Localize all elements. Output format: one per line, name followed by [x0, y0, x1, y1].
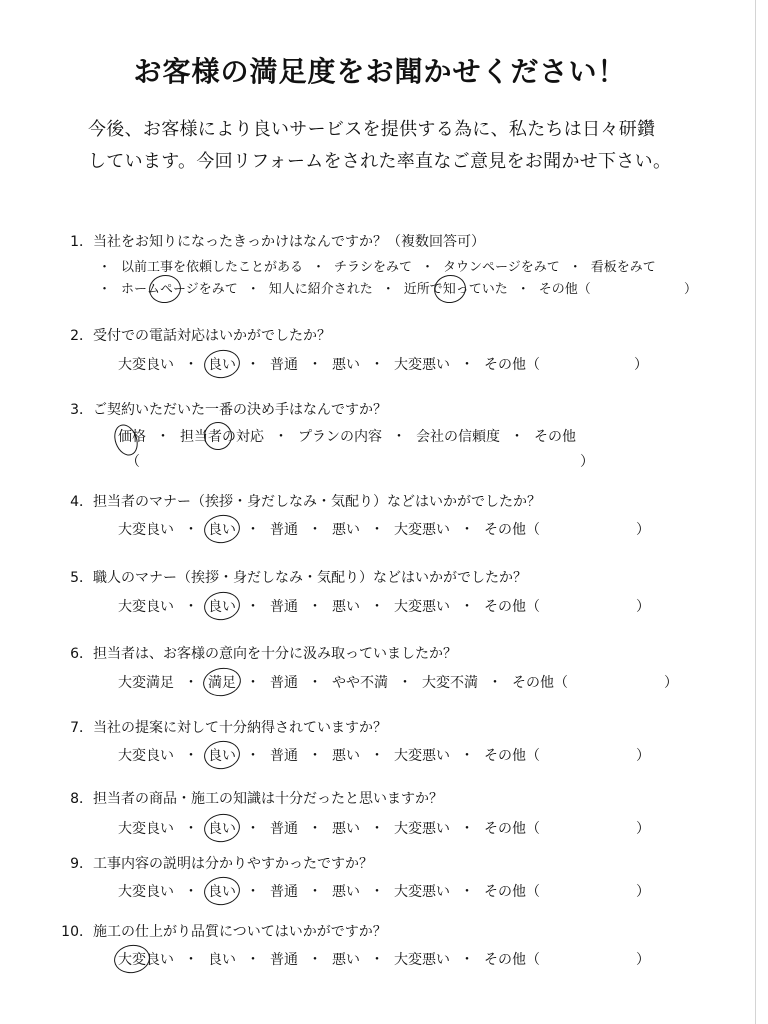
answer-option — [270, 883, 298, 901]
answer-option-label: 担当者の対応 — [180, 429, 264, 445]
answer-option — [208, 820, 236, 838]
answer-option-label: 大変悪い — [394, 821, 450, 837]
answer-option-label: 大変良い — [118, 522, 174, 538]
answer-option-label: 良い — [208, 748, 236, 764]
separator-dot: ・ — [274, 429, 288, 445]
answer-option-label: 悪い — [332, 952, 360, 968]
answer-option-label: 大変悪い — [394, 357, 450, 373]
answer-option — [484, 598, 540, 616]
question-heading — [48, 645, 457, 663]
answer-option-label: その他（ — [484, 884, 540, 900]
answer-option-label: 以前工事を依頼したことがある — [121, 260, 304, 275]
separator-dot: ・ — [308, 357, 322, 373]
answer-option — [332, 820, 360, 838]
answer-option — [394, 820, 450, 838]
question-number: 9． — [70, 856, 93, 872]
separator-dot: ・ — [246, 675, 260, 691]
close-paren: ） — [636, 821, 650, 837]
separator-dot: ・ — [156, 429, 170, 445]
question-number: 8． — [70, 791, 93, 807]
separator-dot: ・ — [398, 675, 412, 691]
answer-option-label: 大変良い — [118, 748, 174, 764]
answer-option-label: 良い — [208, 522, 236, 538]
answer-option — [118, 951, 174, 969]
question-number: 4． — [70, 494, 93, 510]
separator-dot: ・ — [370, 884, 384, 900]
separator-dot: ・ — [308, 748, 322, 764]
question-heading — [48, 923, 387, 941]
question-heading — [48, 569, 527, 587]
separator-dot: ・ — [308, 821, 322, 837]
separator-dot: ・ — [370, 357, 384, 373]
answer-option-label: 大変悪い — [394, 748, 450, 764]
answer-option — [118, 820, 174, 838]
answer-option-label: 大変良い — [118, 952, 174, 968]
answer-option — [270, 356, 298, 374]
answer-option-label: 悪い — [332, 884, 360, 900]
answer-option-label: 良い — [208, 884, 236, 900]
answer-option-label: 大変良い — [118, 884, 174, 900]
answer-option — [334, 259, 412, 277]
separator-dot: ・ — [246, 748, 260, 764]
answer-options-row — [118, 883, 738, 901]
answer-option — [121, 259, 303, 277]
answer-option — [484, 521, 540, 539]
separator-dot: ・ — [308, 599, 322, 615]
question-heading — [48, 719, 387, 737]
separator-dot: ・ — [246, 821, 260, 837]
answer-option — [394, 598, 450, 616]
answer-option — [180, 428, 264, 446]
question-1 — [0, 233, 768, 297]
separator-dot: ・ — [568, 260, 582, 275]
separator-dot: ・ — [246, 357, 260, 373]
answer-options-row — [118, 356, 738, 374]
answer-option-label: 大変悪い — [394, 599, 450, 615]
answer-option — [332, 598, 360, 616]
question-5 — [0, 569, 768, 629]
answer-options-row — [118, 428, 738, 446]
answer-option — [484, 820, 540, 838]
answer-option — [443, 259, 560, 277]
intro-line-1: 今後、お客様により良いサービスを提供する為に、私たちは日々研鑽 — [88, 119, 656, 140]
answer-option-label: 大変良い — [118, 599, 174, 615]
answer-option-label: 普通 — [270, 522, 298, 538]
close-paren: ） — [684, 282, 698, 297]
answer-option-label: 満足 — [208, 675, 236, 691]
close-paren: ） — [636, 599, 650, 615]
answer-options-row — [118, 747, 738, 765]
separator-dot: ・ — [184, 599, 198, 615]
separator-dot: ・ — [308, 522, 322, 538]
separator-dot: ・ — [184, 522, 198, 538]
separator-dot: ・ — [381, 282, 395, 297]
separator-dot: ・ — [246, 952, 260, 968]
answer-option-label: 悪い — [332, 599, 360, 615]
answer-option — [118, 521, 174, 539]
answer-option — [332, 674, 388, 692]
answer-option — [416, 428, 500, 446]
answer-options-row — [118, 674, 738, 692]
separator-dot: ・ — [246, 599, 260, 615]
separator-dot: ・ — [184, 748, 198, 764]
answer-option-label: 良い — [208, 599, 236, 615]
answer-option — [208, 951, 236, 969]
intro-line-2: しています。今回リフォームをされた率直なご意見をお聞かせ下さい。 — [88, 151, 672, 172]
question-heading — [48, 493, 541, 511]
answer-option-label: 知人に紹介された — [268, 282, 373, 297]
question-text: 施工の仕上がり品質についてはいかがですか？ — [93, 924, 387, 940]
answer-options-row — [98, 259, 718, 277]
answer-option-label: 悪い — [332, 748, 360, 764]
answer-option-label: 悪い — [332, 821, 360, 837]
answer-option-label: その他 — [534, 429, 576, 445]
question-10 — [0, 923, 768, 983]
answer-option — [332, 356, 360, 374]
answer-option-label: 大変悪い — [394, 522, 450, 538]
question-number: 7． — [70, 720, 93, 736]
answer-option-label: 良い — [208, 357, 236, 373]
answer-option-label: タウンページをみて — [443, 260, 560, 275]
close-paren: ） — [636, 522, 650, 538]
separator-dot: ・ — [184, 675, 198, 691]
separator-dot: ・ — [516, 282, 530, 297]
question-heading — [48, 790, 443, 808]
question-3 — [0, 401, 768, 470]
answer-option-label: 大変良い — [118, 357, 174, 373]
answer-option — [118, 747, 174, 765]
separator-dot: ・ — [184, 357, 198, 373]
answer-option-label: その他（ — [484, 522, 540, 538]
answer-option — [121, 281, 238, 299]
question-8 — [0, 790, 768, 850]
answer-option — [118, 598, 174, 616]
answer-option-label: 大変悪い — [394, 884, 450, 900]
answer-option-label: 良い — [208, 821, 236, 837]
separator-dot: ・ — [370, 599, 384, 615]
separator-dot: ・ — [308, 884, 322, 900]
close-paren: ） — [636, 748, 650, 764]
question-number: 3． — [70, 402, 93, 418]
open-paren: （ — [126, 454, 140, 470]
answer-option-label: 悪い — [332, 522, 360, 538]
separator-dot: ・ — [421, 260, 435, 275]
answer-option — [298, 428, 382, 446]
question-text: 担当者の商品・施工の知識は十分だったと思いますか？ — [93, 791, 443, 807]
answer-option — [208, 356, 236, 374]
answer-option — [534, 428, 576, 446]
separator-dot: ・ — [184, 821, 198, 837]
answer-option — [404, 281, 508, 299]
separator-dot: ・ — [460, 884, 474, 900]
answer-option — [484, 356, 540, 374]
separator-dot: ・ — [510, 429, 524, 445]
answer-option — [118, 356, 174, 374]
question-text: 当社の提案に対して十分納得されていますか？ — [93, 720, 387, 736]
answer-option — [394, 747, 450, 765]
question-number: 10． — [61, 924, 93, 940]
separator-dot: ・ — [308, 675, 322, 691]
separator-dot: ・ — [184, 952, 198, 968]
question-2 — [0, 327, 768, 387]
question-number: 2． — [70, 328, 93, 344]
answer-option-label: ホームページをみて — [121, 282, 238, 297]
close-paren: ） — [636, 952, 650, 968]
question-text: 担当者は、お客様の意向を十分に汲み取っていましたか？ — [93, 646, 457, 662]
answer-option — [539, 281, 591, 299]
separator-dot: ・ — [308, 952, 322, 968]
answer-option-label: 普通 — [270, 821, 298, 837]
answer-option — [118, 674, 174, 692]
answer-option — [270, 747, 298, 765]
question-text: 職人のマナー（挨拶・身だしなみ・気配り）などはいかがでしたか？ — [93, 570, 527, 586]
answer-option — [208, 598, 236, 616]
question-9 — [0, 855, 768, 915]
separator-dot: ・ — [184, 884, 198, 900]
separator-dot: ・ — [460, 522, 474, 538]
answer-option-label: 価格 — [118, 429, 146, 445]
answer-option-label: 良い — [208, 952, 236, 968]
question-6 — [0, 645, 768, 705]
answer-option — [270, 820, 298, 838]
question-heading — [48, 327, 331, 345]
answer-option — [270, 951, 298, 969]
separator-dot: ・ — [488, 675, 502, 691]
separator-dot: ・ — [312, 260, 326, 275]
question-heading — [48, 855, 373, 873]
question-heading — [48, 401, 387, 419]
answer-option-label: 普通 — [270, 884, 298, 900]
close-paren: ） — [664, 675, 678, 691]
answer-option-label: 大変満足 — [118, 675, 174, 691]
question-4 — [0, 493, 768, 553]
question-text: 当社をお知りになったきっかけはなんですか？（複数回答可） — [93, 234, 485, 250]
answer-option-label: その他（ — [484, 952, 540, 968]
answer-option — [394, 951, 450, 969]
answer-options-row — [126, 453, 746, 471]
answer-option-label: その他（ — [538, 282, 591, 297]
answer-option-label: その他（ — [484, 748, 540, 764]
answer-option — [422, 674, 478, 692]
separator-dot: ・ — [98, 260, 112, 275]
scan-edge-line — [755, 0, 756, 1024]
separator-dot: ・ — [370, 748, 384, 764]
separator-dot: ・ — [460, 952, 474, 968]
answer-option — [270, 521, 298, 539]
question-7 — [0, 719, 768, 779]
answer-option — [484, 747, 540, 765]
close-paren: ） — [634, 357, 648, 373]
question-number: 6． — [70, 646, 93, 662]
answer-option-label: 普通 — [270, 952, 298, 968]
answer-options-row — [98, 281, 718, 299]
answer-option-label: 看板をみて — [590, 260, 656, 275]
answer-option-label: 悪い — [332, 357, 360, 373]
answer-option — [269, 281, 373, 299]
separator-dot: ・ — [98, 282, 112, 297]
answer-option-label: その他（ — [484, 821, 540, 837]
answer-options-row — [118, 598, 738, 616]
answer-option-label: 大変悪い — [394, 952, 450, 968]
answer-option — [512, 674, 568, 692]
question-text: ご契約いただいた一番の決め手はなんですか？ — [93, 402, 387, 418]
separator-dot: ・ — [370, 821, 384, 837]
survey-title: お客様の満足度をお聞かせください！ — [133, 55, 627, 88]
answer-option-label: チラシをみて — [334, 260, 413, 275]
answer-option — [332, 951, 360, 969]
answer-option-label: プランの内容 — [298, 429, 382, 445]
answer-options-row — [118, 820, 738, 838]
answer-option-label: やや不満 — [332, 675, 388, 691]
separator-dot: ・ — [460, 599, 474, 615]
answer-option-label: その他（ — [484, 599, 540, 615]
answer-option-label: その他（ — [484, 357, 540, 373]
answer-option — [118, 883, 174, 901]
answer-option — [394, 883, 450, 901]
answer-options-row — [118, 951, 738, 969]
separator-dot: ・ — [246, 522, 260, 538]
answer-option — [270, 598, 298, 616]
answer-option — [118, 428, 146, 446]
answer-option-label: 大変良い — [118, 821, 174, 837]
separator-dot: ・ — [246, 884, 260, 900]
answer-option-label: 普通 — [270, 357, 298, 373]
answer-option-label: その他（ — [512, 675, 568, 691]
answer-option — [394, 521, 450, 539]
answer-option — [332, 883, 360, 901]
answer-option — [208, 747, 236, 765]
close-paren: ） — [580, 454, 594, 470]
close-paren: ） — [636, 884, 650, 900]
answer-option — [270, 674, 298, 692]
question-heading — [48, 233, 485, 251]
answer-option — [591, 259, 656, 277]
answer-option — [208, 521, 236, 539]
answer-option — [484, 951, 540, 969]
question-text: 工事内容の説明は分かりやすかったですか？ — [93, 856, 373, 872]
answer-option — [332, 521, 360, 539]
answer-option-label: 大変不満 — [422, 675, 478, 691]
answer-option-label: 普通 — [270, 675, 298, 691]
question-text: 受付での電話対応はいかがでしたか？ — [93, 328, 331, 344]
separator-dot: ・ — [460, 357, 474, 373]
answer-option — [332, 747, 360, 765]
answer-option — [484, 883, 540, 901]
answer-option — [208, 674, 236, 692]
separator-dot: ・ — [246, 282, 260, 297]
answer-option-label: 近所で知っていた — [403, 282, 508, 297]
separator-dot: ・ — [370, 522, 384, 538]
separator-dot: ・ — [460, 748, 474, 764]
question-text: 担当者のマナー（挨拶・身だしなみ・気配り）などはいかがでしたか？ — [93, 494, 541, 510]
answer-option-label: 普通 — [270, 599, 298, 615]
answer-options-row — [118, 521, 738, 539]
question-number: 1． — [70, 234, 93, 250]
answer-option — [394, 356, 450, 374]
separator-dot: ・ — [392, 429, 406, 445]
separator-dot: ・ — [370, 952, 384, 968]
answer-option-label: 会社の信頼度 — [416, 429, 500, 445]
answer-option-label: 普通 — [270, 748, 298, 764]
question-number: 5． — [70, 570, 93, 586]
separator-dot: ・ — [460, 821, 474, 837]
answer-option — [208, 883, 236, 901]
